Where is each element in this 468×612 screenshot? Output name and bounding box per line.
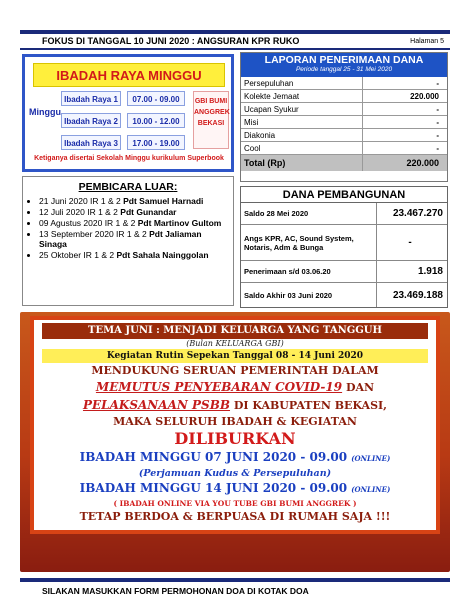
row-value: 1.918 [417,266,443,277]
table-row [241,203,447,225]
pembicara-title [29,181,227,193]
announcement-text: DI KABUPATEN BEKASI, [230,399,388,412]
row-value: - [408,237,412,248]
speaker-name: Pdt Jaliaman Sinaga [39,229,202,249]
row-value: - [436,131,439,140]
announcement-line: MENDUKUNG SERUAN PEMERINTAH DALAM [91,364,379,377]
row-label: Penerimaan s/d 03.06.20 [241,261,377,282]
table-row [241,116,447,129]
table-row [241,225,447,261]
table-row [241,261,447,283]
pembicara-title-colon: : [173,181,178,193]
speaker-name: Pdt Gunandar [120,207,177,217]
list-item [39,250,227,260]
row-label: Cool [241,142,363,154]
sekolah-minggu-note: Ketiganya disertai Sekolah Minggu kurikulum Superbook [34,155,224,162]
psbb-highlight: PELAKSANAAN PSBB [82,398,231,412]
speaker-date: 21 Juni 2020 IR 1 & 2 [39,196,124,206]
ibadah-raya-title: IBADAH RAYA MINGGU [33,63,225,87]
footer-bar [20,578,450,600]
announcement-line [34,378,436,396]
announcement-line: MAKA SELURUH IBADAH & KEGIATAN [113,415,357,428]
kegiatan-rutin: Kegiatan Rutin Sepekan Tanggal 08 - 14 Juni 2020 [42,349,428,363]
row-label: Saldo 28 Mei 2020 [241,203,377,224]
pembicara-luar-box [22,176,234,306]
announcement-text: DAN [342,381,375,394]
row-value: - [436,105,439,114]
pembicara-title-text: PEMBICARA LUAR [78,181,174,193]
speaker-name: Pdt Martinov Gultom [137,218,222,228]
table-row [241,90,447,103]
list-item [39,196,227,206]
diliburkan-heading: DILIBURKAN [174,429,296,448]
footer-text: SILAKAN MASUKKAN FORM PERMOHONAN DOA DI KOTAK DOA [42,586,309,596]
bulan-keluarga: (Bulan KELUARGA GBI) [186,339,284,348]
row-value: 220.000 [410,92,439,101]
session-time: 17.00 - 19.00 [127,135,185,150]
pembicara-list [29,196,227,260]
online-tag: (ONLINE) [351,485,391,494]
row-label: Persepuluhan [241,77,363,89]
ibadah-raya-box [22,54,234,172]
page-number: Halaman 5 [410,37,444,45]
table-row [241,129,447,142]
header-title: FOKUS DI TANGGAL 10 JUNI 2020 : ANGSURAN KPR RUKO [42,36,300,46]
session-row [61,135,185,151]
ibadah-online-text: IBADAH MINGGU 07 JUNI 2020 - 09.00 [79,450,352,464]
ibadah-online-text: IBADAH MINGGU 14 JUNI 2020 - 09.00 [79,481,352,495]
laporan-period: Periode tanggal 25 - 31 Mei 2020 [295,66,393,73]
list-item [39,229,227,249]
ibadah-online-1 [34,449,436,467]
header-bar [20,30,450,50]
table-row [241,142,447,155]
session-row [61,113,185,129]
tema-juni: TEMA JUNI : MENJADI KELUARGA YANG TANGGUH [42,323,428,339]
row-value: 23.469.188 [392,289,443,301]
church-location: GBI BUMI ANGGREK BEKASI [193,91,229,149]
row-value: - [436,79,439,88]
online-tag: (ONLINE) [351,454,391,463]
perjamuan-note: (Perjamuan Kudus & Persepuluhan) [138,468,332,479]
covid-highlight: MEMUTUS PENYEBARAN COVID-19 [95,380,343,394]
list-item [39,218,227,228]
table-row [241,77,447,90]
ibadah-online-2 [34,480,436,498]
total-row [241,155,447,171]
speaker-date: 12 Juli 2020 IR 1 & 2 [39,207,121,217]
speaker-name: Pdt Samuel Harnadi [123,196,204,206]
announcement-panel [30,316,440,534]
laporan-title: LAPORAN PENERIMAAN DANA [264,54,424,66]
row-label: Ucapan Syukur [241,103,363,115]
table-row [241,283,447,307]
laporan-penerimaan-table [240,52,448,182]
total-value: 220.000 [406,158,439,168]
youtube-note: ( IBADAH ONLINE VIA YOU TUBE GBI BUMI ANGGREK ) [113,499,357,508]
tetap-berdoa: TETAP BERDOA & BERPUASA DI RUMAH SAJA !!! [79,510,391,523]
speaker-date: 09 Agustus 2020 IR 1 & 2 [39,218,138,228]
session-time: 07.00 - 09.00 [127,91,185,106]
list-item [39,207,227,217]
row-label: Saldo Akhir 03 Juni 2020 [241,283,377,307]
row-value: 23.467.270 [392,208,443,219]
row-label: Angs KPR, AC, Sound System, Notaris, Adm & Bunga [241,225,377,260]
session-time: 10.00 - 12.00 [127,113,185,128]
speaker-name: Pdt Sahala Nainggolan [116,250,209,260]
laporan-header [241,53,447,77]
session-label: Ibadah Raya 1 [61,91,121,106]
row-value: - [436,118,439,127]
row-label: Kolekte Jemaat [241,90,363,102]
speaker-date: 13 September 2020 IR 1 & 2 [39,229,150,239]
announcement-line [34,396,436,414]
speaker-date: 25 Oktober IR 1 & 2 [39,250,117,260]
session-label: Ibadah Raya 3 [61,135,121,150]
table-row [241,103,447,116]
row-label: Diakonia [241,129,363,141]
dana-pembangunan-table [240,186,448,308]
dana-title: DANA PEMBANGUNAN [241,187,447,203]
session-row [61,91,185,107]
row-value: - [436,144,439,153]
row-label: Misi [241,116,363,128]
minggu-label: Minggu [29,107,61,117]
total-label: Total (Rp) [241,155,363,171]
session-label: Ibadah Raya 2 [61,113,121,128]
